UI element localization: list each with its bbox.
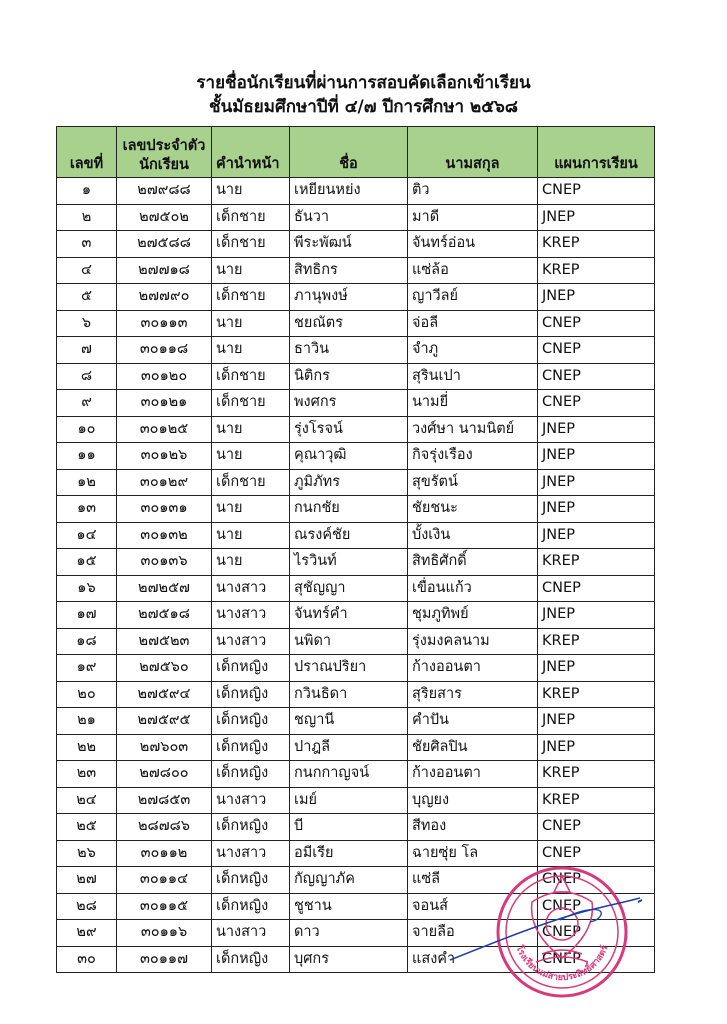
cell-student-id: ๒๗๕๒๓ — [117, 628, 212, 655]
table-row — [57, 522, 655, 549]
cell-student-id: ๓๐๑๒๙ — [117, 469, 212, 496]
cell-student-id: ๓๐๑๓๒ — [117, 522, 212, 549]
cell-last-name: แซ่ล้อ — [408, 257, 538, 284]
cell-prefix: นาย — [212, 337, 290, 364]
cell-prefix: เด็กชาย — [212, 363, 290, 390]
cell-last-name: สุขรัตน์ — [408, 469, 538, 496]
cell-program: JNEP — [538, 204, 655, 231]
cell-prefix: เด็กชาย — [212, 231, 290, 258]
cell-first-name: กัญญาภัค — [290, 867, 408, 894]
cell-last-name: มาดี — [408, 204, 538, 231]
cell-last-name: จอนส์ — [408, 893, 538, 920]
cell-student-id: ๓๐๑๑๕ — [117, 893, 212, 920]
table-header-row — [57, 127, 655, 178]
cell-first-name: นพิดา — [290, 628, 408, 655]
table-row — [57, 204, 655, 231]
table-row — [57, 628, 655, 655]
document-subtitle: ชั้นมัธยมศึกษาปีที่ ๔/๗ ปีการศึกษา ๒๕๖๘ — [209, 97, 518, 117]
cell-student-id: ๓๐๑๒๑ — [117, 390, 212, 417]
table-row — [57, 284, 655, 311]
cell-program: KREP — [538, 681, 655, 708]
table-row — [57, 469, 655, 496]
cell-no: ๑๕ — [57, 549, 117, 576]
header-first-name: ชื่อ — [290, 127, 408, 178]
cell-prefix: นางสาว — [212, 602, 290, 629]
cell-program: CNEP — [538, 310, 655, 337]
cell-first-name: ภูมิภัทร — [290, 469, 408, 496]
cell-student-id: ๓๐๑๒๐ — [117, 363, 212, 390]
cell-last-name: รุ่งมงคลนาม — [408, 628, 538, 655]
cell-program: JNEP — [538, 496, 655, 523]
table-row — [57, 390, 655, 417]
cell-student-id: ๒๗๕๐๒ — [117, 204, 212, 231]
cell-no: ๙ — [57, 390, 117, 417]
cell-student-id: ๒๗๒๕๗ — [117, 575, 212, 602]
cell-last-name: ชัยศิลปิน — [408, 734, 538, 761]
header-student-id-line2: นักเรียน — [139, 157, 189, 173]
cell-student-id: ๒๗๕๙๔ — [117, 681, 212, 708]
cell-program: JNEP — [538, 469, 655, 496]
table-row — [57, 310, 655, 337]
cell-program: CNEP — [538, 920, 655, 947]
cell-no: ๒๖ — [57, 840, 117, 867]
cell-first-name: เมย์ — [290, 787, 408, 814]
cell-program: CNEP — [538, 390, 655, 417]
cell-last-name: กิจรุ่งเรือง — [408, 443, 538, 470]
cell-prefix: เด็กหญิง — [212, 655, 290, 682]
cell-first-name: อมีเรีย — [290, 840, 408, 867]
cell-student-id: ๓๐๑๑๔ — [117, 867, 212, 894]
cell-prefix: เด็กชาย — [212, 390, 290, 417]
cell-student-id: ๒๗๗๙๐ — [117, 284, 212, 311]
cell-first-name: ณรงค์ชัย — [290, 522, 408, 549]
cell-program: KREP — [538, 231, 655, 258]
cell-prefix: นาย — [212, 443, 290, 470]
cell-student-id: ๓๐๑๑๒ — [117, 840, 212, 867]
table-row — [57, 575, 655, 602]
cell-program: KREP — [538, 628, 655, 655]
cell-no: ๑๑ — [57, 443, 117, 470]
cell-student-id: ๒๘๗๘๖ — [117, 814, 212, 841]
cell-prefix: เด็กหญิง — [212, 761, 290, 788]
cell-first-name: บุศกร — [290, 946, 408, 973]
cell-student-id: ๓๐๑๒๖ — [117, 443, 212, 470]
cell-program: KREP — [538, 761, 655, 788]
cell-no: ๒๙ — [57, 920, 117, 947]
cell-first-name: กนกชัย — [290, 496, 408, 523]
cell-no: ๑๘ — [57, 628, 117, 655]
cell-no: ๘ — [57, 363, 117, 390]
cell-last-name: ชุมภูทิพย์ — [408, 602, 538, 629]
cell-first-name: ธันวา — [290, 204, 408, 231]
cell-last-name: ติว — [408, 178, 538, 205]
cell-first-name: บี — [290, 814, 408, 841]
cell-student-id: ๒๗๙๘๘ — [117, 178, 212, 205]
cell-last-name: ฉายซุ่ย โล — [408, 840, 538, 867]
cell-last-name: คำปัน — [408, 708, 538, 735]
cell-prefix: นาย — [212, 178, 290, 205]
cell-prefix: นาย — [212, 549, 290, 576]
cell-first-name: กนกกาญจน์ — [290, 761, 408, 788]
cell-last-name: สีทอง — [408, 814, 538, 841]
cell-last-name: วงศ์ษา นามนิตย์ — [408, 416, 538, 443]
cell-prefix: นางสาว — [212, 575, 290, 602]
cell-prefix: นางสาว — [212, 920, 290, 947]
cell-first-name: กวินธิดา — [290, 681, 408, 708]
cell-student-id: ๓๐๑๑๓ — [117, 310, 212, 337]
cell-prefix: เด็กหญิง — [212, 734, 290, 761]
cell-no: ๑๗ — [57, 602, 117, 629]
cell-student-id: ๒๗๕๑๘ — [117, 602, 212, 629]
cell-last-name: จันทร์อ่อน — [408, 231, 538, 258]
cell-prefix: เด็กหญิง — [212, 946, 290, 973]
cell-no: ๔ — [57, 257, 117, 284]
cell-no: ๗ — [57, 337, 117, 364]
cell-first-name: ปราณปริยา — [290, 655, 408, 682]
cell-last-name: ก้างออนตา — [408, 655, 538, 682]
cell-last-name: จ่อลี — [408, 310, 538, 337]
cell-no: ๒๓ — [57, 761, 117, 788]
signature — [440, 880, 660, 970]
table-row — [57, 761, 655, 788]
cell-last-name: เขื่อนแก้ว — [408, 575, 538, 602]
cell-prefix: เด็กชาย — [212, 204, 290, 231]
table-row — [57, 257, 655, 284]
cell-no: ๒๐ — [57, 681, 117, 708]
cell-no: ๖ — [57, 310, 117, 337]
cell-student-id: ๒๗๖๐๓ — [117, 734, 212, 761]
cell-last-name: แสงคำ — [408, 946, 538, 973]
cell-student-id: ๓๐๑๒๕ — [117, 416, 212, 443]
cell-last-name: บั้งเงิน — [408, 522, 538, 549]
cell-program: KREP — [538, 787, 655, 814]
table-row — [57, 681, 655, 708]
cell-program: KREP — [538, 549, 655, 576]
cell-no: ๑ — [57, 178, 117, 205]
header-student-id-line1: เลขประจำตัว — [122, 138, 206, 154]
cell-last-name: ชัยชนะ — [408, 496, 538, 523]
table-row — [57, 337, 655, 364]
cell-program: JNEP — [538, 655, 655, 682]
cell-last-name: สิทธิศักดิ์ — [408, 549, 538, 576]
header-last-name: นามสกุล — [408, 127, 538, 178]
cell-first-name: พงศกร — [290, 390, 408, 417]
cell-last-name: สุริยสาร — [408, 681, 538, 708]
cell-program: CNEP — [538, 363, 655, 390]
header-prefix: คำนำหน้า — [212, 127, 290, 178]
cell-prefix: นาย — [212, 416, 290, 443]
cell-program: CNEP — [538, 946, 655, 973]
cell-program: CNEP — [538, 337, 655, 364]
cell-first-name: สุชัญญา — [290, 575, 408, 602]
cell-program: CNEP — [538, 893, 655, 920]
cell-student-id: ๒๗๘๕๓ — [117, 787, 212, 814]
cell-no: ๒๘ — [57, 893, 117, 920]
cell-student-id: ๒๗๕๘๘ — [117, 231, 212, 258]
cell-last-name: ก้างออนตา — [408, 761, 538, 788]
cell-no: ๓๐ — [57, 946, 117, 973]
cell-first-name: พีระพัฒน์ — [290, 231, 408, 258]
cell-program: CNEP — [538, 575, 655, 602]
table-row — [57, 814, 655, 841]
cell-first-name: เหยียนหย่ง — [290, 178, 408, 205]
cell-first-name: ปาฎลี — [290, 734, 408, 761]
seal-text: โรงเรียนแม่สายประสิทธิ์ศาสตร์ — [513, 944, 611, 984]
cell-program: JNEP — [538, 708, 655, 735]
cell-prefix: นาย — [212, 257, 290, 284]
cell-program: JNEP — [538, 522, 655, 549]
table-row — [57, 416, 655, 443]
cell-no: ๓ — [57, 231, 117, 258]
header-student-id — [117, 127, 212, 178]
cell-no: ๒๕ — [57, 814, 117, 841]
cell-prefix: เด็กหญิง — [212, 867, 290, 894]
table-row — [57, 602, 655, 629]
cell-prefix: นางสาว — [212, 628, 290, 655]
cell-program: CNEP — [538, 867, 655, 894]
cell-first-name: ชูชาน — [290, 893, 408, 920]
cell-no: ๕ — [57, 284, 117, 311]
cell-program: CNEP — [538, 840, 655, 867]
header-program: แผนการเรียน — [538, 127, 655, 178]
cell-no: ๒๔ — [57, 787, 117, 814]
table-row — [57, 549, 655, 576]
cell-first-name: สิทธิกร — [290, 257, 408, 284]
cell-last-name: ญาวีลย์ — [408, 284, 538, 311]
cell-no: ๒๒ — [57, 734, 117, 761]
cell-prefix: นาย — [212, 496, 290, 523]
cell-first-name: ชญานี — [290, 708, 408, 735]
cell-prefix: เด็กหญิง — [212, 814, 290, 841]
cell-program: CNEP — [538, 178, 655, 205]
cell-first-name: ภานุพงษ์ — [290, 284, 408, 311]
cell-program: JNEP — [538, 602, 655, 629]
cell-student-id: ๓๐๑๑๘ — [117, 337, 212, 364]
cell-no: ๑๔ — [57, 522, 117, 549]
header-no: เลขที่ — [57, 127, 117, 178]
cell-last-name: จายลือ — [408, 920, 538, 947]
cell-program: JNEP — [538, 443, 655, 470]
cell-prefix: นาย — [212, 310, 290, 337]
cell-prefix: นางสาว — [212, 840, 290, 867]
cell-first-name: นิติกร — [290, 363, 408, 390]
table-row — [57, 363, 655, 390]
cell-last-name: จำภู — [408, 337, 538, 364]
cell-no: ๑๓ — [57, 496, 117, 523]
table-row — [57, 787, 655, 814]
cell-student-id: ๓๐๑๑๗ — [117, 946, 212, 973]
cell-prefix: เด็กหญิง — [212, 893, 290, 920]
cell-student-id: ๒๗๕๖๐ — [117, 655, 212, 682]
cell-program: JNEP — [538, 734, 655, 761]
cell-student-id: ๒๗๘๐๐ — [117, 761, 212, 788]
cell-prefix: เด็กหญิง — [212, 681, 290, 708]
document-title: รายชื่อนักเรียนที่ผ่านการสอบคัดเลือกเข้าเรียน — [196, 73, 531, 93]
cell-last-name: สุรินเปา — [408, 363, 538, 390]
cell-student-id: ๓๐๑๓๖ — [117, 549, 212, 576]
cell-prefix: เด็กหญิง — [212, 708, 290, 735]
cell-first-name: ดาว — [290, 920, 408, 947]
table-row — [57, 443, 655, 470]
cell-last-name: บุญยง — [408, 787, 538, 814]
cell-no: ๑๒ — [57, 469, 117, 496]
cell-program: KREP — [538, 257, 655, 284]
cell-no: ๒ — [57, 204, 117, 231]
cell-first-name: จันทร์คำ — [290, 602, 408, 629]
cell-prefix: เด็กชาย — [212, 284, 290, 311]
cell-prefix: นาย — [212, 522, 290, 549]
cell-program: CNEP — [538, 814, 655, 841]
student-table — [56, 126, 655, 973]
table-row — [57, 655, 655, 682]
cell-last-name: แซ่ลี — [408, 867, 538, 894]
table-row — [57, 496, 655, 523]
cell-program: JNEP — [538, 284, 655, 311]
table-row — [57, 231, 655, 258]
cell-program: JNEP — [538, 416, 655, 443]
cell-student-id: ๒๗๕๙๕ — [117, 708, 212, 735]
cell-no: ๒๗ — [57, 867, 117, 894]
cell-first-name: ธาวิน — [290, 337, 408, 364]
table-row — [57, 708, 655, 735]
cell-last-name: นามยี่ — [408, 390, 538, 417]
cell-no: ๑๖ — [57, 575, 117, 602]
table-row — [57, 178, 655, 205]
cell-first-name: ชยณัตร — [290, 310, 408, 337]
cell-student-id: ๒๗๗๑๘ — [117, 257, 212, 284]
cell-prefix: เด็กชาย — [212, 469, 290, 496]
table-row — [57, 734, 655, 761]
cell-no: ๒๑ — [57, 708, 117, 735]
cell-student-id: ๓๐๑๑๖ — [117, 920, 212, 947]
cell-first-name: รุ่งโรจน์ — [290, 416, 408, 443]
cell-first-name: คุณาวุฒิ — [290, 443, 408, 470]
cell-prefix: นางสาว — [212, 787, 290, 814]
cell-no: ๑๙ — [57, 655, 117, 682]
cell-student-id: ๓๐๑๓๑ — [117, 496, 212, 523]
cell-first-name: ไรวินท์ — [290, 549, 408, 576]
cell-no: ๑๐ — [57, 416, 117, 443]
